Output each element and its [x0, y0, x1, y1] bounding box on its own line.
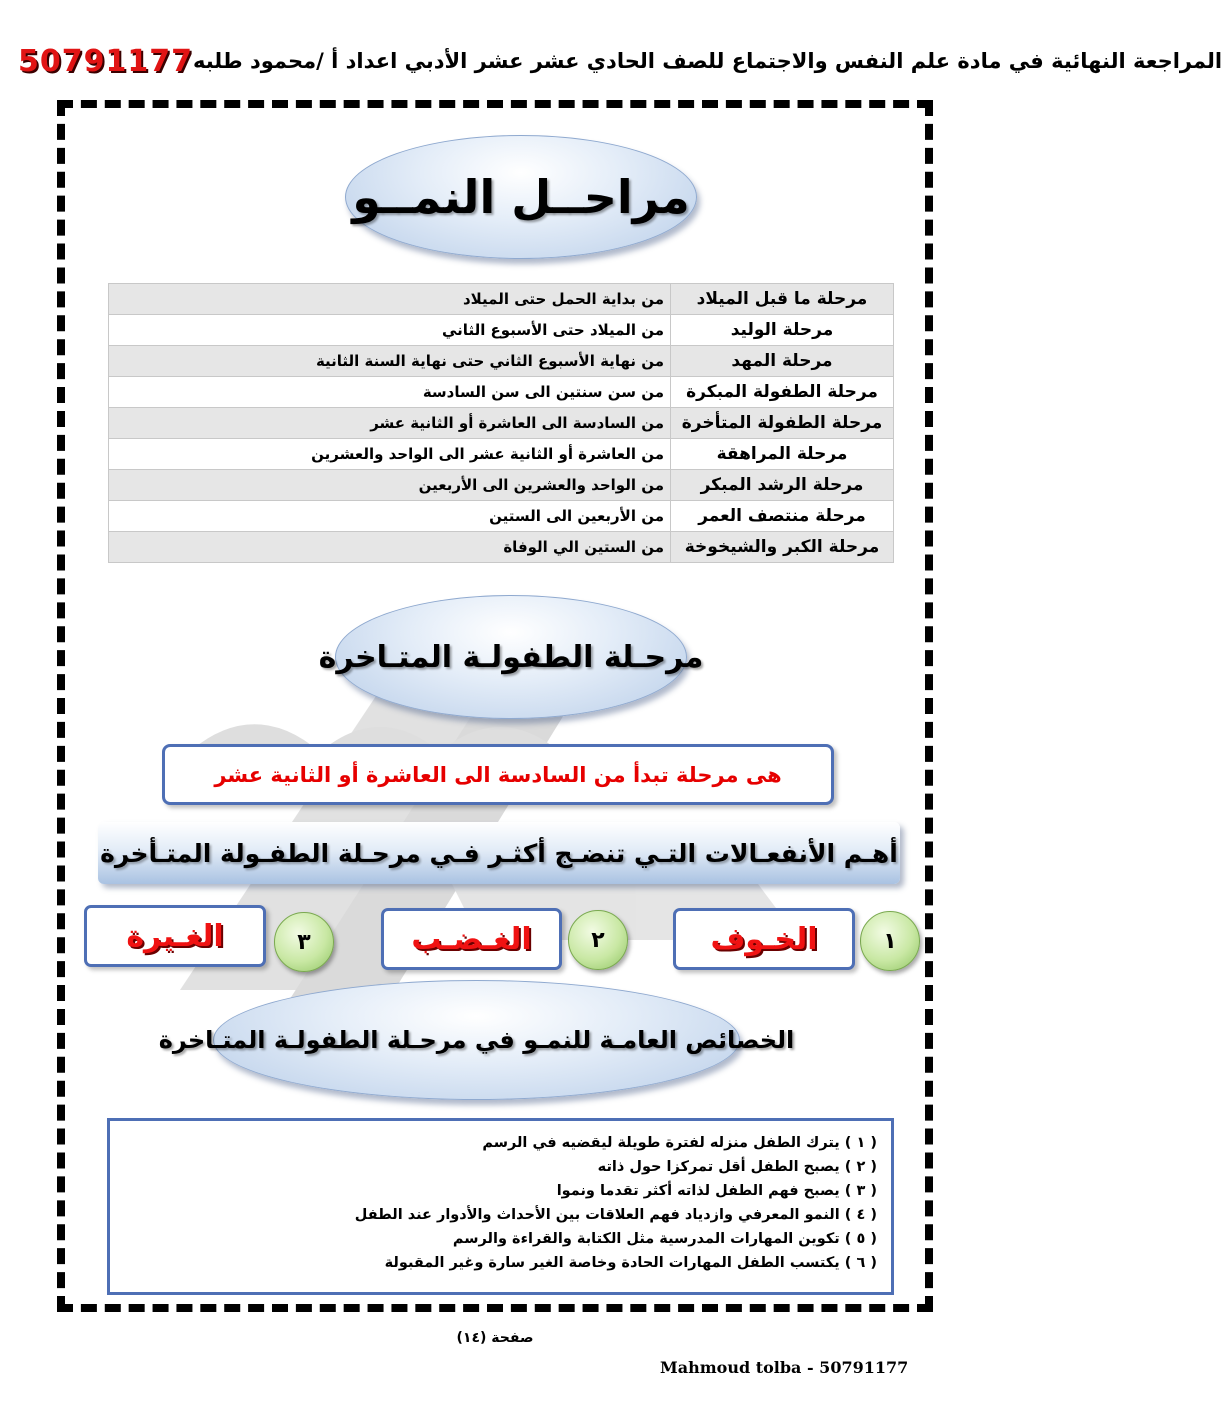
list-item: ( ٤ ) النمو المعرفي وازدياد فهم العلاقات بين الأحداث والأدوار عند الطفل: [354, 1207, 877, 1223]
traits-list: [110, 1131, 877, 1275]
page-number: صفحة (١٤): [456, 1330, 534, 1346]
emotion-fear-box: [673, 908, 855, 970]
list-item: ( ١ ) يترك الطفل منزله لفترة طويلة ليقضيه في الرسم: [482, 1135, 877, 1151]
emotion-number-1: ١: [860, 911, 920, 971]
footer-credit: Mahmoud tolba - 50791177: [660, 1358, 909, 1377]
table-row: [109, 315, 894, 346]
stage-range: من الستين الي الوفاة: [109, 532, 671, 563]
stage-name: مرحلة المراهقة: [671, 439, 894, 470]
table-row: [109, 439, 894, 470]
stage-name: مرحلة المهد: [671, 346, 894, 377]
section-title-late-childhood: [318, 595, 704, 719]
definition-box: [162, 744, 834, 805]
stage-range: من الواحد والعشرين الى الأربعين: [109, 470, 671, 501]
definition-text: هى مرحلة تبدأ من السادسة الى العاشرة أو الثانية عشر: [214, 762, 782, 787]
stage-range: من نهاية الأسبوع الثاني حتى نهاية السنة الثانية: [109, 346, 671, 377]
emotion-label: الغـيرة: [126, 918, 224, 954]
stage-name: مرحلة الوليد: [671, 315, 894, 346]
late-childhood-title-text: مرحـلة الطفولـة المتـاخرة: [318, 639, 704, 675]
emotion-number-3: ٣: [274, 912, 334, 972]
emotions-banner-text: أهـم الأنفعـالات التـي تنضـج أكثـر فـي مرحـلة الطفـولة المتـأخرة: [100, 838, 898, 868]
emotion-label: الخـوف: [710, 921, 818, 957]
stage-range: من السادسة الى العاشرة أو الثانية عشر: [109, 408, 671, 439]
stage-name: مرحلة الكبر والشيخوخة: [671, 532, 894, 563]
list-item: ( ٣ ) يصبح فهم الطفل لذاته أكثر تقدما ونموا: [556, 1183, 877, 1199]
growth-stages-title-text: مراحــل النمــو: [352, 170, 690, 224]
section-title-growth-stages: [345, 135, 697, 259]
section-title-general-traits: [158, 980, 795, 1100]
table-row: [109, 377, 894, 408]
table-row: [109, 532, 894, 563]
list-item: ( ٦ ) يكتسب الطفل المهارات الحادة وخاصة الغير سارة وغير المقبولة: [384, 1255, 877, 1271]
stage-name: مرحلة الرشد المبكر: [671, 470, 894, 501]
stages-table: [108, 283, 894, 563]
list-item: ( ٢ ) يصبح الطفل أقل تمركزا حول ذاته: [597, 1159, 877, 1175]
table-row: [109, 470, 894, 501]
stage-name: مرحلة الطفولة المبكرة: [671, 377, 894, 408]
emotion-label: الغـضـب: [411, 921, 532, 957]
traits-list-box: [107, 1118, 894, 1295]
stage-name: مرحلة الطفولة المتأخرة: [671, 408, 894, 439]
emotion-anger-box: [381, 908, 562, 970]
table-row: [109, 408, 894, 439]
general-traits-title-text: الخصائص العامـة للنمـو في مرحـلة الطفولـة المتـاخرة: [158, 1026, 795, 1054]
stage-range: من الميلاد حتى الأسبوع الثاني: [109, 315, 671, 346]
stage-range: من سن سنتين الى سن السادسة: [109, 377, 671, 408]
table-row: [109, 284, 894, 315]
stage-name: مرحلة ما قبل الميلاد: [671, 284, 894, 315]
stage-name: مرحلة منتصف العمر: [671, 501, 894, 532]
header-phone: 50791177: [18, 43, 193, 79]
stage-range: من بداية الحمل حتى الميلاد: [109, 284, 671, 315]
emotion-number-2: ٢: [568, 910, 628, 970]
header-title: المراجعة النهائية في مادة علم النفس والاجتماع للصف الحادي عشر عشر الأدبي اعداد أ /محمود طلبه: [193, 49, 1222, 73]
list-item: ( ٥ ) تكوين المهارات المدرسية مثل الكتابة والقراءة والرسم: [452, 1231, 877, 1247]
emotion-jealousy-box: [84, 905, 266, 967]
stage-range: من الأربعين الى الستين: [109, 501, 671, 532]
table-row: [109, 501, 894, 532]
stage-range: من العاشرة أو الثانية عشر الى الواحد والعشرين: [109, 439, 671, 470]
page-header: [18, 36, 1222, 86]
table-row: [109, 346, 894, 377]
emotions-banner: [98, 822, 900, 884]
